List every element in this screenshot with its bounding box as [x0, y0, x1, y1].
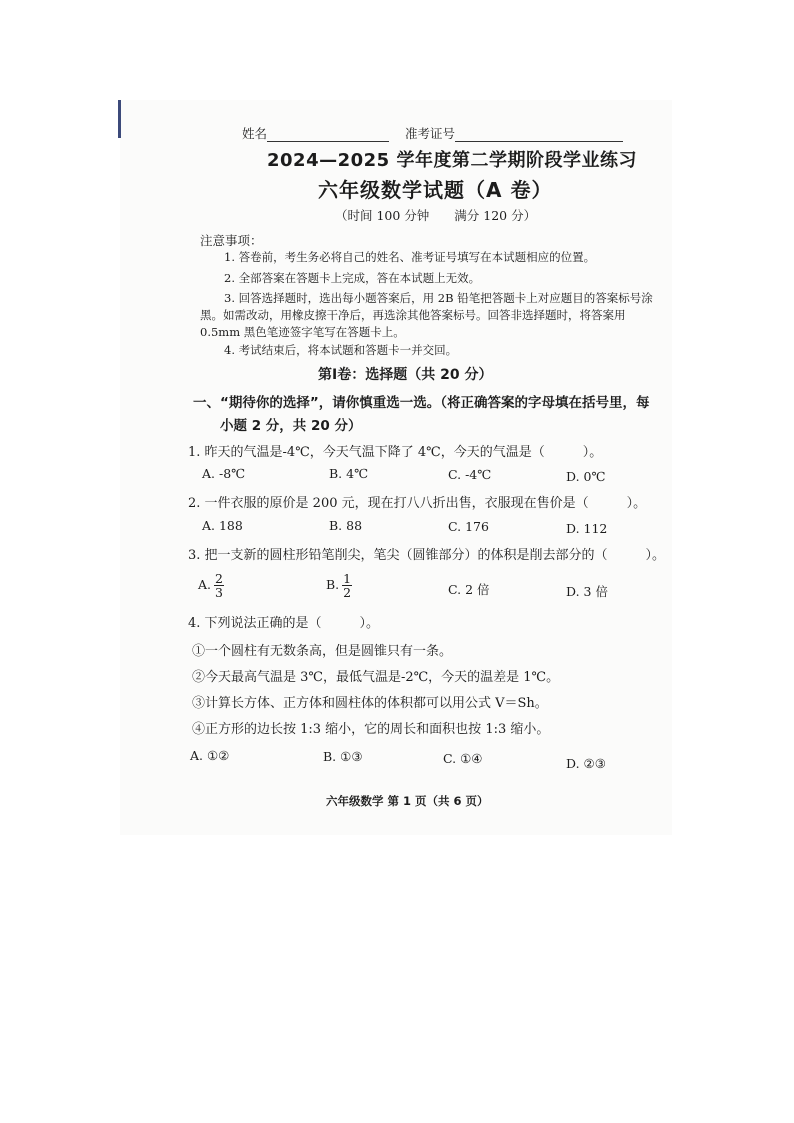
section-title: 第Ⅰ卷：选择题（共 20 分） — [318, 367, 493, 383]
question-2: 2. 一件衣服的原价是 200 元，现在打八八折出售，衣服现在售价是（ ）。 — [188, 496, 647, 511]
question-3-stem: 3. 把一支新的圆柱形铅笔削尖，笔尖（圆锥部分）的体积是削去部分的（ — [188, 548, 608, 563]
paper-edge-mark — [118, 100, 121, 138]
question-1-stem: 1. 昨天的气温是-4℃，今天气温下降了 4℃，今天的气温是（ — [188, 445, 545, 460]
question-4: 4. 下列说法正确的是（ ）。 — [188, 616, 380, 631]
q2-option-b: B. 88 — [329, 518, 363, 533]
q1-option-d: D. 0℃ — [566, 469, 606, 484]
time-info: （时间 100 分钟 满分 120 分） — [335, 208, 537, 223]
q3-option-c: C. 2 倍 — [448, 582, 490, 597]
name-field — [242, 124, 389, 142]
q3-option-d: D. 3 倍 — [566, 584, 608, 599]
q2-option-a: A. 188 — [202, 518, 243, 533]
exam-id-blank — [455, 129, 623, 142]
notice-item-2: 2. 全部答案在答题卡上完成，答在本试题上无效。 — [224, 271, 481, 285]
fraction-two-thirds: $\frac{2}{3}$ — [215, 571, 223, 600]
question-2-stem: 2. 一件衣服的原价是 200 元，现在打八八折出售，衣服现在售价是（ — [188, 496, 589, 511]
question-3: 3. 把一支新的圆柱形铅笔削尖，笔尖（圆锥部分）的体积是削去部分的（ ）。 — [188, 548, 666, 563]
part-one-line-1: 一、“期待你的选择”，请你慎重选一选。（将正确答案的字母填在括号里，每 — [193, 395, 650, 411]
q4-option-d: D. ②③ — [566, 756, 606, 771]
q4-statement-1: ①一个圆柱有无数条高，但是圆锥只有一条。 — [192, 644, 453, 659]
q1-option-a: A. -8℃ — [202, 466, 246, 481]
q4-statement-2: ②今天最高气温是 3℃，最低气温是-2℃，今天的温差是 1℃。 — [192, 670, 560, 685]
q1-option-c: C. -4℃ — [448, 467, 492, 482]
part-one-line-2: 小题 2 分，共 20 分） — [220, 418, 362, 434]
notice-item-1: 1. 答卷前，考生务必将自己的姓名、准考证号填写在本试题相应的位置。 — [224, 250, 596, 264]
name-label: 姓名 — [242, 126, 268, 141]
question-4-stem: 4. 下列说法正确的是（ — [188, 616, 322, 631]
notice-item-3: 3. 回答选择题时，选出每小题答案后，用 2B 铅笔把答题卡上对应题目的答案标号涂黑。如需改动，用橡皮擦干净后，再选涂其他答案标号。回答非选择题时，将答案用 0.5mm 黑色笔迹签字笔写在答题卡上。 — [200, 291, 653, 339]
exam-id-label: 准考证号 — [405, 126, 456, 141]
q4-option-a: A. ①② — [190, 748, 230, 763]
notice-item-4: 4. 考试结束后，将本试题和答题卡一并交回。 — [224, 343, 458, 357]
exam-id-field — [405, 124, 623, 142]
notice-heading: 注意事项： — [200, 233, 263, 248]
q2-option-c: C. 176 — [448, 519, 489, 534]
name-blank — [267, 129, 389, 142]
fraction-one-half: $\frac{1}{2}$ — [343, 571, 352, 600]
q4-option-b: B. ①③ — [323, 749, 363, 764]
q3-option-b: B. $\frac{1}{2}$ — [326, 571, 352, 600]
q2-option-d: D. 112 — [566, 521, 608, 536]
exam-subtitle: 六年级数学试题（A 卷） — [318, 178, 553, 202]
q1-option-b: B. 4℃ — [329, 466, 369, 481]
q4-statement-3: ③计算长方体、正方体和圆柱体的体积都可以用公式 V＝Sh。 — [192, 696, 548, 711]
q4-option-c: C. ①④ — [443, 751, 483, 766]
page-footer: 六年级数学 第 1 页（共 6 页） — [326, 794, 489, 808]
exam-title: 2024—2025 学年度第二学期阶段学业练习 — [267, 150, 637, 171]
question-1: 1. 昨天的气温是-4℃，今天气温下降了 4℃，今天的气温是（ ）。 — [188, 445, 603, 460]
q4-statement-4: ④正方形的边长按 1:3 缩小，它的周长和面积也按 1:3 缩小。 — [192, 722, 550, 737]
q3-option-a: A. $\frac{2}{3}$ — [198, 571, 223, 600]
